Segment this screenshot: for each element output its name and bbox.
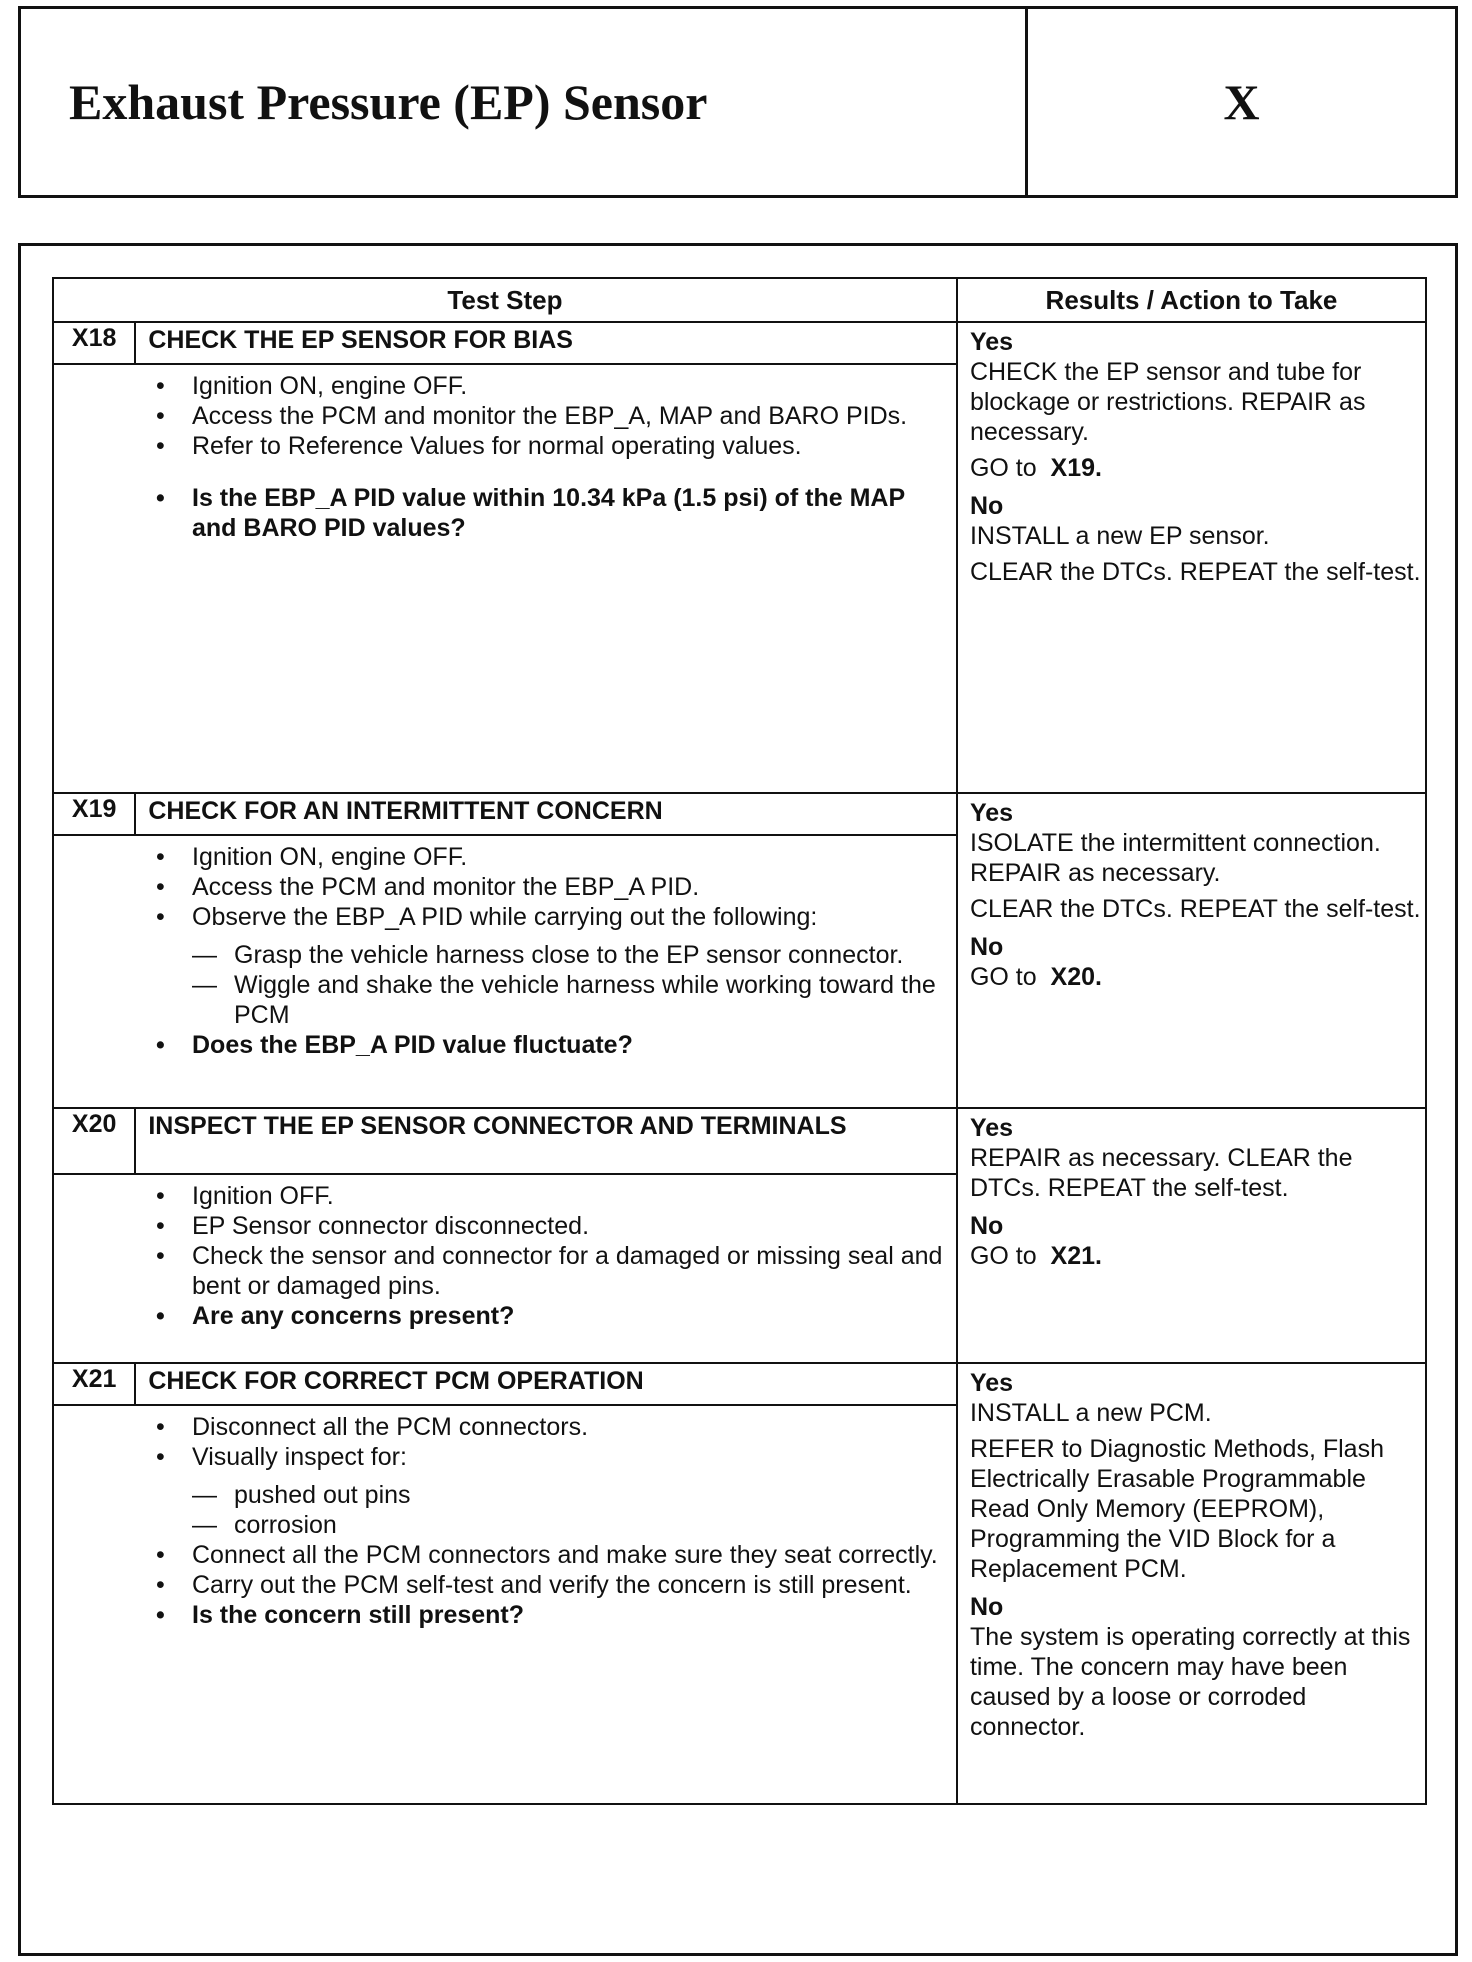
instruction-item: • Connect all the PCM connectors and make sure they seat correctly. — [146, 1540, 946, 1570]
step-header-row — [53, 322, 1426, 364]
step-header-row — [53, 1108, 1426, 1174]
step-instructions — [53, 835, 957, 1108]
yes-action-2: REFER to Diagnostic Methods, Flash Electrically Erasable Programmable Read Only Memory (EEPROM), Programming the VID Block for a Replacement PCM. — [969, 1435, 1384, 1583]
step-result — [957, 1108, 1426, 1363]
sub-instruction-item: — corrosion — [192, 1510, 946, 1540]
step-heading: CHECK FOR AN INTERMITTENT CONCERN — [135, 793, 957, 835]
step-heading: CHECK FOR CORRECT PCM OPERATION — [135, 1363, 957, 1405]
step-heading: CHECK THE EP SENSOR FOR BIAS — [135, 322, 957, 364]
no-label: No — [969, 933, 1004, 961]
instruction-item: • Ignition ON, engine OFF. — [146, 371, 946, 401]
step-question: • Does the EBP_A PID value fluctuate? — [146, 1030, 946, 1060]
instruction-item: • Refer to Reference Values for normal operating values. — [146, 431, 946, 461]
yes-label: Yes — [969, 1369, 1014, 1397]
no-label: No — [969, 1593, 1004, 1621]
step-id: X18 — [53, 322, 135, 364]
goto-step-link[interactable]: X20. — [1050, 963, 1102, 991]
column-header-test-step: Test Step — [53, 278, 957, 322]
yes-goto: GO to X19. — [969, 454, 1102, 482]
step-header-row — [53, 793, 1426, 835]
instruction-item: • Access the PCM and monitor the EBP_A, MAP and BARO PIDs. — [146, 401, 946, 431]
step-header-row — [53, 1363, 1426, 1405]
instruction-item: • Access the PCM and monitor the EBP_A PID. — [146, 872, 946, 902]
sub-instruction-item: — Grasp the vehicle harness close to the EP sensor connector. — [192, 940, 946, 970]
instruction-item: • Disconnect all the PCM connectors. — [146, 1412, 946, 1442]
instruction-item: • EP Sensor connector disconnected. — [146, 1211, 946, 1241]
step-heading: INSPECT THE EP SENSOR CONNECTOR AND TERMINALS — [135, 1108, 957, 1174]
table-header-row — [53, 278, 1426, 322]
no-goto: GO to X21. — [969, 1242, 1102, 1270]
section-code: X — [1223, 74, 1260, 130]
yes-action: CHECK the EP sensor and tube for blockage or restrictions. REPAIR as necessary. — [969, 358, 1366, 446]
goto-step-link[interactable]: X19. — [1050, 454, 1102, 482]
yes-label: Yes — [969, 799, 1014, 827]
instruction-item: • Ignition ON, engine OFF. — [146, 842, 946, 872]
yes-action-2: CLEAR the DTCs. REPEAT the self-test. — [969, 895, 1421, 923]
test-step-table — [52, 277, 1427, 1805]
step-result — [957, 322, 1426, 793]
instruction-item: • Check the sensor and connector for a damaged or missing seal and bent or damaged pins. — [146, 1241, 946, 1301]
instruction-item: • Visually inspect for: — [146, 1442, 946, 1472]
no-action-2: CLEAR the DTCs. REPEAT the self-test. — [969, 558, 1421, 586]
instruction-item: • Observe the EBP_A PID while carrying out the following: — [146, 902, 946, 932]
sub-instruction-item: — pushed out pins — [192, 1480, 946, 1510]
goto-step-link[interactable]: X21. — [1050, 1242, 1102, 1270]
no-label: No — [969, 1212, 1004, 1240]
yes-label: Yes — [969, 1114, 1014, 1142]
step-instructions — [53, 364, 957, 793]
step-result — [957, 1363, 1426, 1804]
instruction-item: • Carry out the PCM self-test and verify the concern is still present. — [146, 1570, 946, 1600]
yes-action: ISOLATE the intermittent connection. REPAIR as necessary. — [969, 829, 1381, 887]
yes-label: Yes — [969, 328, 1014, 356]
sub-instruction-item: — Wiggle and shake the vehicle harness while working toward the PCM — [192, 970, 946, 1030]
step-result — [957, 793, 1426, 1108]
step-question: • Is the EBP_A PID value within 10.34 kPa (1.5 psi) of the MAP and BARO PID values? — [146, 483, 946, 543]
step-question: • Are any concerns present? — [146, 1301, 946, 1331]
page-header — [18, 6, 1458, 198]
no-goto: GO to X20. — [969, 963, 1102, 991]
instruction-item: • Ignition OFF. — [146, 1181, 946, 1211]
yes-action: REPAIR as necessary. CLEAR the DTCs. REPEAT the self-test. — [969, 1144, 1353, 1202]
step-id: X20 — [53, 1108, 135, 1174]
step-instructions — [53, 1174, 957, 1363]
no-label: No — [969, 492, 1004, 520]
column-header-results: Results / Action to Take — [957, 278, 1426, 322]
step-id: X19 — [53, 793, 135, 835]
yes-action: INSTALL a new PCM. — [969, 1399, 1212, 1427]
step-instructions — [53, 1405, 957, 1804]
no-action: INSTALL a new EP sensor. — [969, 522, 1270, 550]
step-id: X21 — [53, 1363, 135, 1405]
no-action: The system is operating correctly at this time. The concern may have been caused by a loose or corroded connector. — [969, 1623, 1411, 1741]
step-question: • Is the concern still present? — [146, 1600, 946, 1630]
page-title: Exhaust Pressure (EP) Sensor — [21, 9, 1028, 195]
